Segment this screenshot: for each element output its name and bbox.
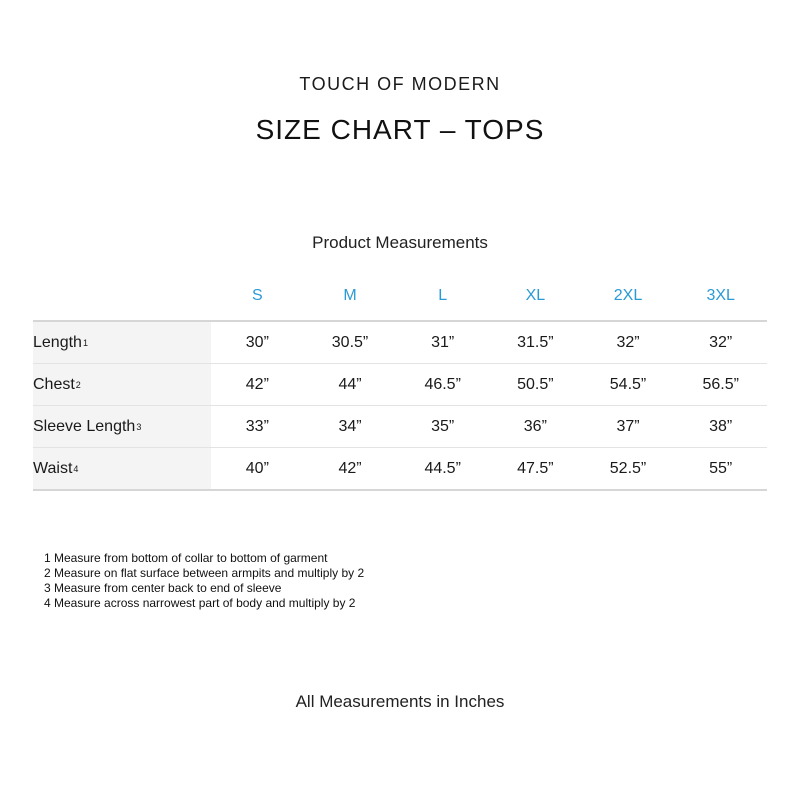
row-label-text: Sleeve Length bbox=[33, 417, 136, 435]
table-cell: 44.5” bbox=[424, 459, 461, 477]
footnote-2: 2 Measure on flat surface between armpits and multiply by 2 bbox=[44, 566, 365, 580]
footnotes bbox=[44, 551, 364, 611]
row-label-text: Waist bbox=[33, 459, 73, 477]
row-label-chest bbox=[33, 364, 211, 405]
size-header-l: L bbox=[438, 287, 448, 304]
table-subtitle: Product Measurements bbox=[312, 233, 488, 252]
table-cell: 37” bbox=[616, 417, 640, 435]
table-cell: 42” bbox=[338, 459, 362, 477]
table-cell: 33” bbox=[245, 417, 269, 435]
footnote-3: 3 Measure from center back to end of sleeve bbox=[44, 581, 282, 595]
row-label-text: Chest bbox=[33, 375, 75, 393]
table-cell: 34” bbox=[338, 417, 362, 435]
table-cell: 30” bbox=[245, 333, 269, 351]
table-row-sleeve-length bbox=[33, 406, 767, 448]
table-row-length bbox=[33, 322, 767, 364]
size-header-xl: XL bbox=[525, 287, 546, 304]
brand-logo: TOUCH OF MODERN bbox=[299, 74, 501, 94]
table-cell: 42” bbox=[245, 375, 269, 393]
table-cell: 32” bbox=[709, 333, 733, 351]
table-cell: 35” bbox=[431, 417, 455, 435]
table-cell: 50.5” bbox=[517, 375, 554, 393]
footnote-marker: 3 bbox=[136, 421, 142, 432]
size-header-s: S bbox=[252, 287, 263, 304]
table-cell: 47.5” bbox=[517, 459, 554, 477]
table-cell: 52.5” bbox=[609, 459, 647, 477]
page-title: SIZE CHART – TOPS bbox=[255, 114, 545, 145]
table-cell: 36” bbox=[523, 417, 547, 435]
table-row-chest bbox=[33, 364, 767, 406]
table-cell: 55” bbox=[709, 459, 733, 477]
row-label-sleeve-length bbox=[33, 406, 211, 447]
size-header-2xl: 2XL bbox=[613, 287, 643, 304]
size-header-3xl: 3XL bbox=[706, 287, 735, 304]
row-label-text: Length bbox=[33, 333, 82, 351]
footnote-marker: 2 bbox=[75, 379, 81, 390]
table-row-waist bbox=[33, 448, 767, 491]
footnote-marker: 1 bbox=[82, 337, 88, 348]
units-note: All Measurements in Inches bbox=[295, 692, 505, 711]
table-cell: 32” bbox=[616, 333, 640, 351]
size-chart-table bbox=[33, 272, 767, 491]
footnote-marker: 4 bbox=[73, 463, 79, 474]
table-cell: 44” bbox=[338, 375, 362, 393]
table-cell: 38” bbox=[709, 417, 733, 435]
footnote-4: 4 Measure across narrowest part of body and multiply by 2 bbox=[44, 596, 356, 610]
table-cell: 30.5” bbox=[331, 333, 369, 351]
row-label-waist bbox=[33, 448, 211, 489]
table-header-row bbox=[33, 272, 767, 322]
header-label-cell bbox=[33, 272, 211, 320]
size-header-m: M bbox=[343, 287, 357, 304]
table-cell: 54.5” bbox=[609, 375, 647, 393]
row-label-length bbox=[33, 322, 211, 363]
table-cell: 46.5” bbox=[424, 375, 461, 393]
table-cell: 31” bbox=[431, 333, 455, 351]
table-cell: 56.5” bbox=[702, 375, 739, 393]
table-cell: 31.5” bbox=[517, 333, 554, 351]
table-cell: 40” bbox=[245, 459, 269, 477]
footnote-1: 1 Measure from bottom of collar to bottom of garment bbox=[44, 551, 328, 565]
